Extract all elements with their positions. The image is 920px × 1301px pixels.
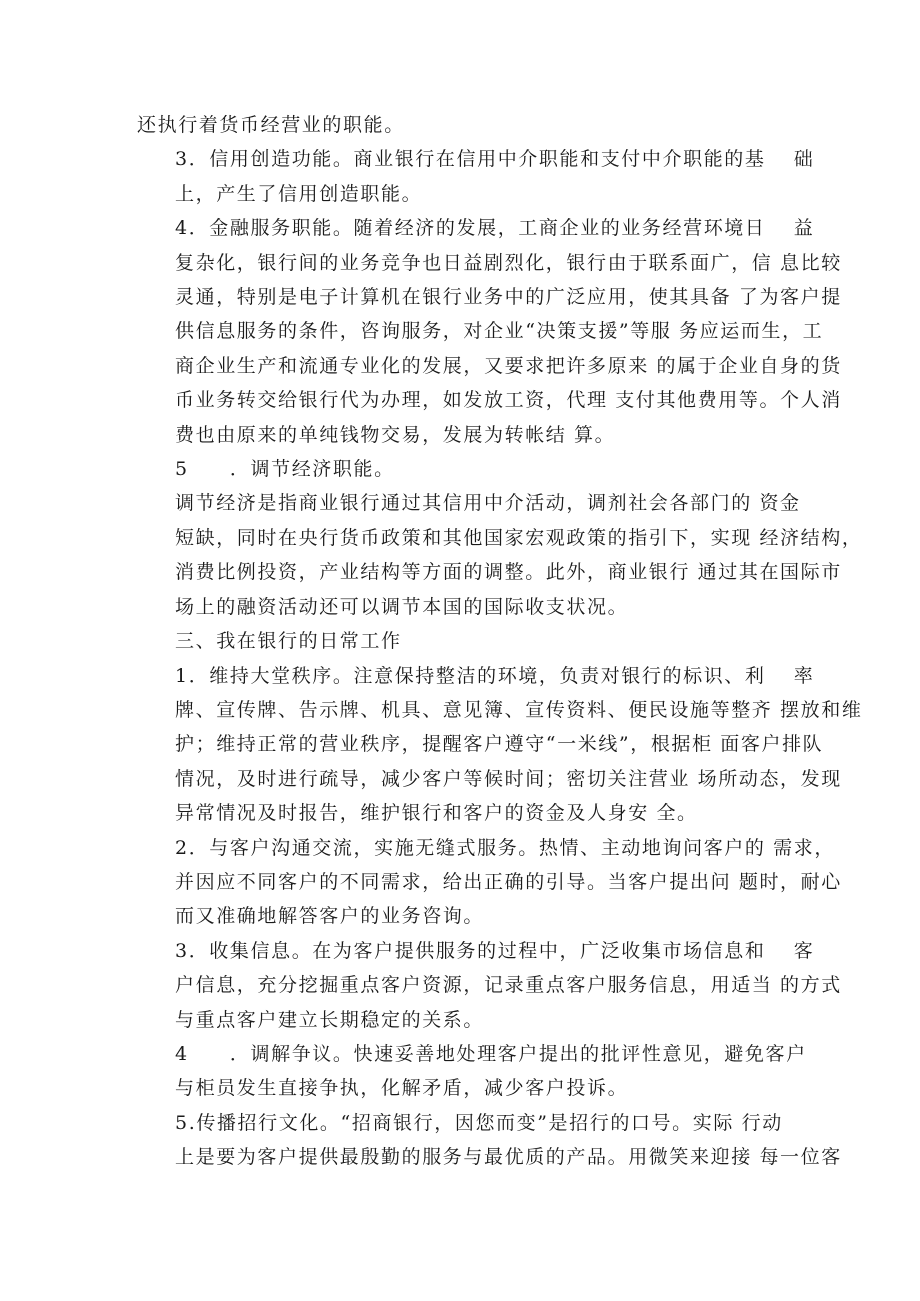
text-line: 上是要为客户提供最殷勤的服务与最优质的产品。用微笑来迎接 每一位客 [175, 1146, 842, 1169]
text-line: 供信息服务的条件，咨询服务，对企业“决策支援”等服 务应运而生，工 [175, 320, 824, 343]
text-line: 户信息，充分挖掘重点客户资源，记录重点客户服务信息，用适当 的方式 [175, 974, 842, 997]
paragraph-p5 [137, 624, 790, 658]
paragraph-p2 [137, 211, 842, 452]
text-line: 牌、宣传牌、告示牌、机具、意见簿、宣传资料、便民设施等整齐 摆放和维 [175, 698, 863, 721]
paragraph-p9 [137, 1037, 807, 1106]
text-line: 商企业生产和流通专业化的发展，又要求把许多原来 的属于企业自身的货 [175, 354, 842, 377]
paragraph-p0 [137, 108, 790, 142]
paragraph-p8 [137, 934, 842, 1037]
text-line: 3．收集信息。在为客户提供服务的过程中，广泛收集市场信息和 客 [175, 939, 815, 962]
text-line: 3．信用创造功能。商业银行在信用中介职能和支付中介职能的基 础 [175, 148, 815, 171]
text-line: 上，产生了信用创造职能。 [175, 182, 423, 205]
text-line: 与柜员发生直接争执，化解矛盾，减少客户投诉。 [175, 1077, 629, 1100]
text-line: 并因应不同客户的不同需求，给出正确的引导。当客户提出问 题时，耐心 [175, 870, 842, 893]
text-line: 2．与客户沟通交流，实施无缝式服务。热情、主动地询问客户的 需求， [175, 836, 835, 859]
text-line: 4 ．调解争议。快速妥善地处理客户提出的批评性意见，避免客户 [175, 1042, 807, 1065]
text-line: 而又准确地解答客户的业务咨询。 [175, 905, 485, 928]
text-line: 费也由原来的单纯钱物交易，发展为转帐结 算。 [175, 423, 616, 446]
text-line: 异常情况及时报告，维护银行和客户的资金及人身安 全。 [175, 802, 698, 825]
text-line: 5 ．调节经济职能。 [175, 458, 395, 481]
paragraph-p6 [137, 659, 863, 831]
text-line: 场上的融资活动还可以调节本国的国际收支状况。 [175, 595, 629, 618]
paragraph-p10 [137, 1106, 842, 1175]
paragraph-p4 [137, 486, 863, 624]
text-line: 三、我在银行的日常工作 [175, 630, 402, 653]
text-line: 复杂化，银行间的业务竞争也日益剧烈化，银行由于联系面广，信 息比较 [175, 251, 842, 274]
paragraph-p1 [137, 142, 815, 211]
paragraph-p7 [137, 831, 842, 934]
text-line: 还执行着货币经营业的职能。 [137, 114, 405, 136]
text-line: 短缺，同时在央行货币政策和其他国家宏观政策的指引下，实现 经济结构， [175, 526, 863, 549]
text-line: 1．维持大堂秩序。注意保持整洁的环境，负责对银行的标识、利 率 [175, 664, 815, 687]
text-line: 币业务转交给银行代为办理，如发放工资，代理 支付其他费用等。个人消 [175, 389, 842, 412]
text-line: 情况，及时进行疏导，减少客户等候时间；密切关注营业 场所动态，发现 [175, 767, 842, 790]
text-line: 5.传播招行文化。“招商银行，因您而变”是招行的口号。实际 行动 [175, 1111, 783, 1134]
text-line: 调节经济是指商业银行通过其信用中介活动，调剂社会各部门的 资金 [175, 492, 801, 515]
text-line: 与重点客户建立长期稳定的关系。 [175, 1008, 485, 1031]
text-line: 灵通，特别是电子计算机在银行业务中的广泛应用，使其具备 了为客户提 [175, 286, 842, 309]
text-line: 4．金融服务职能。随着经济的发展，工商企业的业务经营环境日 益 [175, 217, 815, 240]
text-line: 消费比例投资，产业结构等方面的调整。此外，商业银行 通过其在国际市 [175, 561, 842, 584]
paragraph-p3 [137, 452, 790, 486]
text-line: 护；维持正常的营业秩序，提醒客户遵守“一米线”，根据柜 面客户排队 [175, 733, 824, 756]
